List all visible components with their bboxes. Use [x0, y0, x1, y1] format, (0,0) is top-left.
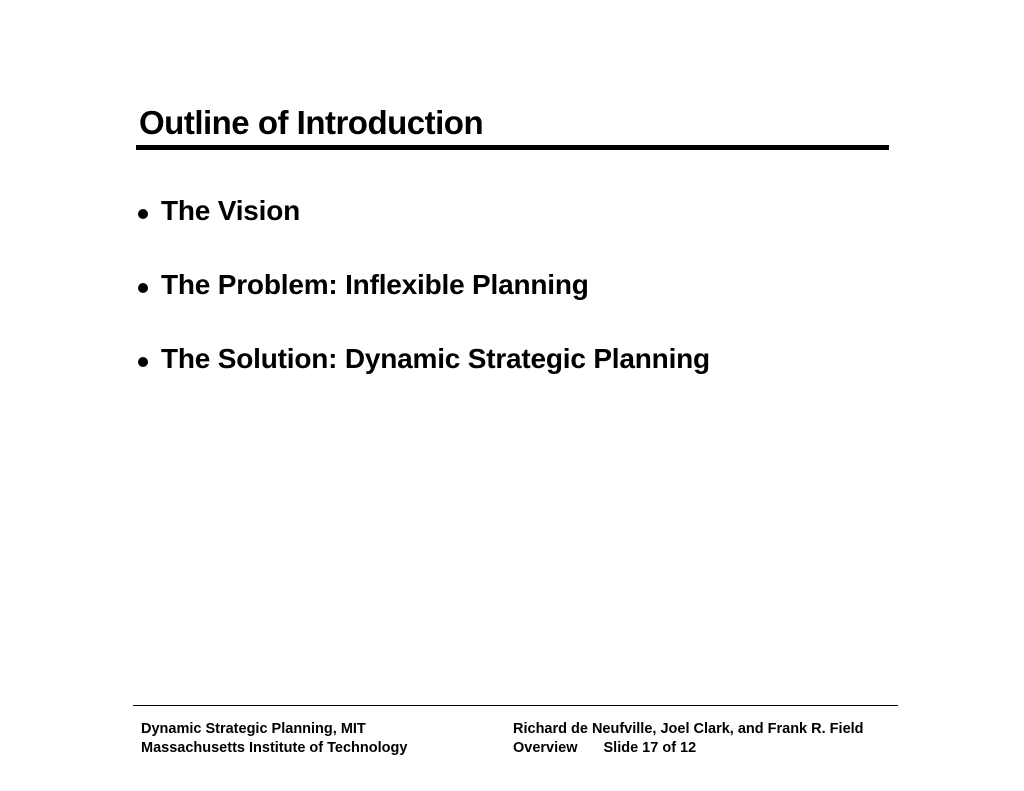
bullet-item: [138, 342, 710, 376]
title-underline: [136, 145, 889, 150]
bullet-text: The Solution: Dynamic Strategic Planning: [161, 343, 710, 374]
footer-divider: [133, 705, 898, 706]
footer-right: [513, 720, 864, 758]
footer-section: Overview: [513, 740, 578, 756]
footer-course: Dynamic Strategic Planning, MIT: [141, 721, 366, 737]
footer-left: [141, 720, 407, 758]
slide-title: Outline of Introduction: [139, 104, 484, 141]
bullet-list: [138, 194, 710, 416]
footer-slide-info: [513, 739, 864, 758]
bullet-text: The Problem: Inflexible Planning: [161, 269, 589, 300]
footer-slide-number: Slide 17 of 12: [603, 740, 697, 756]
bullet-text: The Vision: [161, 195, 301, 226]
bullet-item: [138, 268, 710, 302]
bullet-icon: [138, 357, 148, 367]
bullet-item: [138, 194, 710, 228]
footer-institution: Massachusetts Institute of Technology: [141, 740, 408, 756]
bullet-icon: [138, 283, 148, 293]
bullet-icon: [138, 209, 148, 219]
footer-authors: Richard de Neufville, Joel Clark, and Frank R. Field: [513, 721, 864, 737]
